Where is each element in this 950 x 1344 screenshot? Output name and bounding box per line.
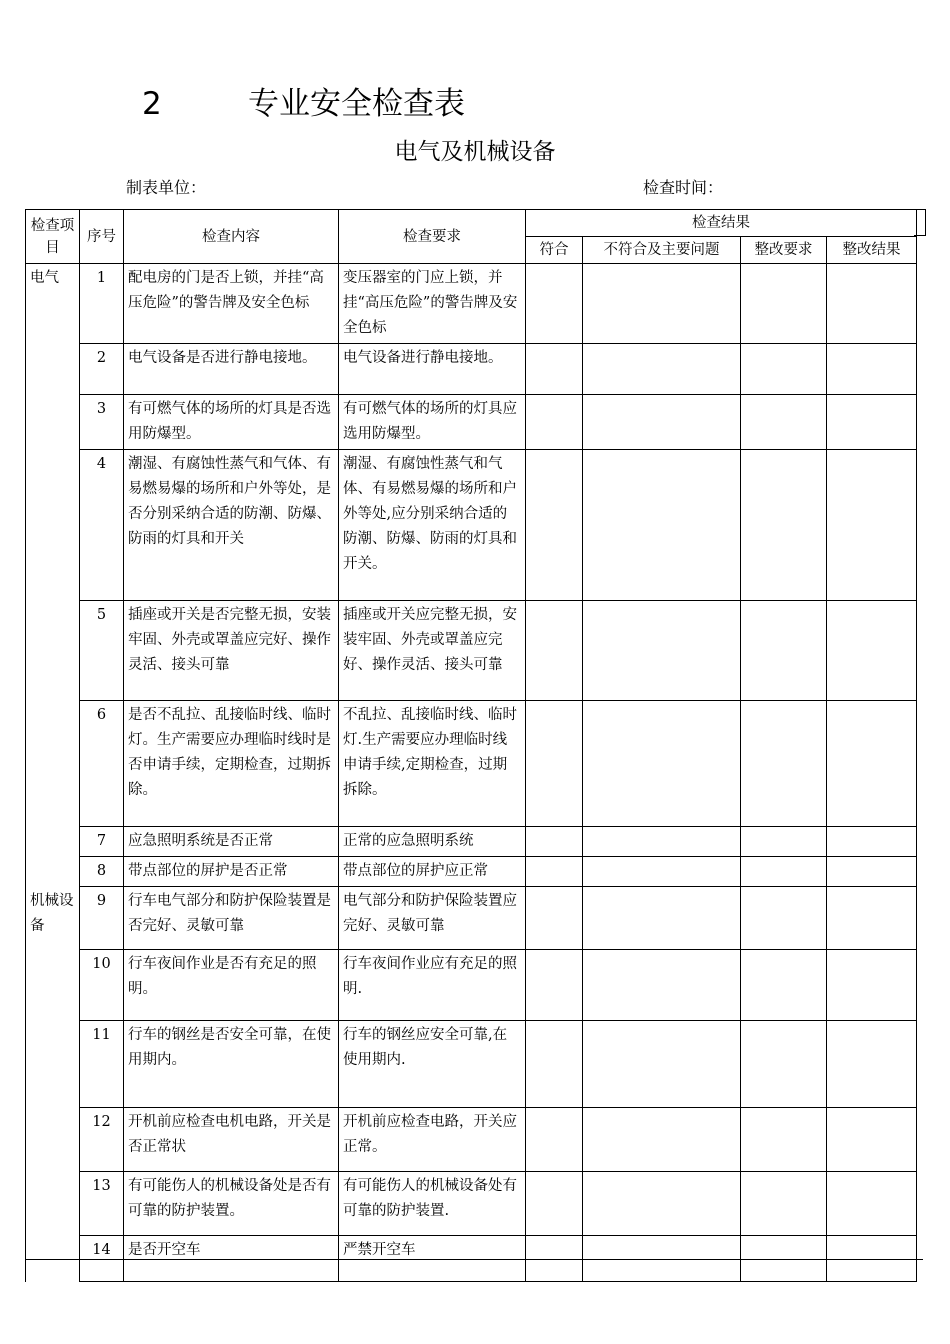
time-label: 检查时间： <box>643 178 724 197</box>
category-machinery: 机械设备 <box>26 887 80 1282</box>
row-requirement: 行车夜间作业应有充足的照明. <box>339 950 526 1021</box>
cell-nonconform[interactable] <box>583 395 741 450</box>
cell-rectify-result[interactable] <box>827 450 917 601</box>
cell-rectify-result[interactable] <box>827 601 917 701</box>
row-content: 行车电气部分和防护保险装置是否完好、灵敏可靠 <box>124 887 339 950</box>
cell-conform[interactable] <box>526 601 583 701</box>
row-number: 1 <box>80 264 124 344</box>
cell-nonconform[interactable] <box>583 601 741 701</box>
row-requirement: 不乱拉、乱接临时线、临时灯.生产需要应办理临时线申请手续,定期检查，过期拆除。 <box>339 701 526 827</box>
cell-rectify-req[interactable] <box>741 344 827 395</box>
cell-rectify-req[interactable] <box>741 701 827 827</box>
row-number: 13 <box>80 1172 124 1236</box>
row-requirement: 带点部位的屏护应正常 <box>339 857 526 887</box>
cell-conform[interactable] <box>526 701 583 827</box>
cell-rectify-req[interactable] <box>741 1021 827 1108</box>
header-requirement: 检查要求 <box>339 210 526 264</box>
cell-nonconform[interactable] <box>583 1108 741 1172</box>
cell-rectify-result[interactable] <box>827 1172 917 1236</box>
cell-nonconform[interactable] <box>583 1021 741 1108</box>
cell-conform[interactable] <box>526 395 583 450</box>
row-number: 4 <box>80 450 124 601</box>
row-number: 7 <box>80 827 124 857</box>
row-number: 12 <box>80 1108 124 1172</box>
row-requirement: 变压器室的门应上锁，并挂“高压危险”的警告牌及安全色标 <box>339 264 526 344</box>
header-category: 检查项目 <box>26 210 80 264</box>
table-bottom-border <box>25 1259 923 1260</box>
row-content: 有可燃气体的场所的灯具是否选用防爆型。 <box>124 395 339 450</box>
cell-conform[interactable] <box>526 450 583 601</box>
cell-conform[interactable] <box>526 344 583 395</box>
row-content: 开机前应检查电机电路，开关是否正常状 <box>124 1108 339 1172</box>
row-requirement: 开机前应检查电路，开关应正常。 <box>339 1108 526 1172</box>
row-number: 2 <box>80 344 124 395</box>
table-row <box>26 1021 917 1108</box>
row-number: 9 <box>80 887 124 950</box>
row-content: 行车的钢丝是否安全可靠，在使用期内。 <box>124 1021 339 1108</box>
table-row <box>26 601 917 701</box>
header-rectify-req: 整改要求 <box>741 237 827 264</box>
header-seq: 序号 <box>80 210 124 264</box>
cell-rectify-req[interactable] <box>741 1172 827 1236</box>
header-rectify-result: 整改结果 <box>827 237 917 264</box>
cell-nonconform[interactable] <box>583 264 741 344</box>
cell-rectify-result[interactable] <box>827 701 917 827</box>
page-heading <box>142 78 465 123</box>
inspection-table <box>25 209 917 1282</box>
cell-nonconform[interactable] <box>583 344 741 395</box>
row-requirement: 有可能伤人的机械设备处有可靠的防护装置. <box>339 1172 526 1236</box>
row-requirement: 潮湿、有腐蚀性蒸气和气体、有易燃易爆的场所和户外等处,应分别采纳合适的防潮、防爆、防雨的灯具和开关。 <box>339 450 526 601</box>
cell-nonconform[interactable] <box>583 950 741 1021</box>
cell-rectify-req[interactable] <box>741 887 827 950</box>
row-content: 是否开空车 <box>124 1236 339 1282</box>
row-number: 14 <box>80 1236 124 1282</box>
cell-conform[interactable] <box>526 1108 583 1172</box>
cell-rectify-result[interactable] <box>827 344 917 395</box>
row-content: 电气设备是否进行静电接地。 <box>124 344 339 395</box>
row-requirement: 行车的钢丝应安全可靠,在使用期内. <box>339 1021 526 1108</box>
table-row <box>26 1172 917 1236</box>
cell-rectify-result[interactable] <box>827 950 917 1021</box>
table-row <box>26 344 917 395</box>
row-requirement: 插座或开关应完整无损，安装牢固、外壳或罩盖应完好、操作灵活、接头可靠 <box>339 601 526 701</box>
row-number: 11 <box>80 1021 124 1108</box>
cell-rectify-req[interactable] <box>741 601 827 701</box>
row-number: 5 <box>80 601 124 701</box>
row-content: 配电房的门是否上锁，并挂“高压危险”的警告牌及安全色标 <box>124 264 339 344</box>
page-subtitle: 电气及机械设备 <box>394 139 556 165</box>
cell-nonconform[interactable] <box>583 701 741 827</box>
cell-rectify-result[interactable] <box>827 1108 917 1172</box>
cell-rectify-req[interactable] <box>741 264 827 344</box>
table-row <box>26 450 917 601</box>
row-content: 行车夜间作业是否有充足的照明。 <box>124 950 339 1021</box>
header-row <box>26 210 917 237</box>
row-requirement: 严禁开空车 <box>339 1236 526 1282</box>
table-row <box>26 1108 917 1172</box>
cell-nonconform[interactable] <box>583 1172 741 1236</box>
cell-conform[interactable] <box>526 887 583 950</box>
row-requirement: 电气设备进行静电接地。 <box>339 344 526 395</box>
row-number: 6 <box>80 701 124 827</box>
cell-rectify-result[interactable] <box>827 1021 917 1108</box>
cell-conform[interactable] <box>526 827 583 857</box>
cell-rectify-req[interactable] <box>741 395 827 450</box>
cell-conform[interactable] <box>526 950 583 1021</box>
row-content: 插座或开关是否完整无损，安装牢固、外壳或罩盖应完好、操作灵活、接头可靠 <box>124 601 339 701</box>
cell-rectify-result[interactable] <box>827 827 917 857</box>
header-conform: 符合 <box>526 237 583 264</box>
row-content: 有可能伤人的机械设备处是否有可靠的防护装置。 <box>124 1172 339 1236</box>
row-requirement: 有可燃气体的场所的灯具应选用防爆型。 <box>339 395 526 450</box>
row-number: 3 <box>80 395 124 450</box>
cell-conform[interactable] <box>526 857 583 887</box>
cell-nonconform[interactable] <box>583 887 741 950</box>
table-row <box>26 857 917 887</box>
cell-conform[interactable] <box>526 1172 583 1236</box>
header-content: 检查内容 <box>124 210 339 264</box>
cell-rectify-result[interactable] <box>827 857 917 887</box>
cell-rectify-req[interactable] <box>741 950 827 1021</box>
table-row <box>26 887 917 950</box>
row-number: 8 <box>80 857 124 887</box>
cell-conform[interactable] <box>526 1021 583 1108</box>
heading-title: 专业安全检查表 <box>248 86 465 122</box>
table-row <box>26 395 917 450</box>
cell-nonconform[interactable] <box>583 827 741 857</box>
table-row <box>26 701 917 827</box>
table-row <box>26 950 917 1021</box>
row-requirement: 正常的应急照明系统 <box>339 827 526 857</box>
cell-rectify-result[interactable] <box>827 395 917 450</box>
header-results: 检查结果 <box>526 210 917 237</box>
cell-nonconform[interactable] <box>583 450 741 601</box>
cell-rectify-req[interactable] <box>741 1108 827 1172</box>
cell-rectify-req[interactable] <box>741 450 827 601</box>
unit-label: 制表单位： <box>126 178 207 197</box>
cell-rectify-result[interactable] <box>827 264 917 344</box>
heading-number: 2 <box>142 86 162 122</box>
row-number: 10 <box>80 950 124 1021</box>
table-row <box>26 264 917 344</box>
header-nonconform: 不符合及主要问题 <box>583 237 741 264</box>
table-row <box>26 827 917 857</box>
cell-rectify-req[interactable] <box>741 827 827 857</box>
cell-rectify-result[interactable] <box>827 887 917 950</box>
row-content: 带点部位的屏护是否正常 <box>124 857 339 887</box>
cell-conform[interactable] <box>526 264 583 344</box>
row-content: 潮湿、有腐蚀性蒸气和气体、有易燃易爆的场所和户外等处，是否分别采纳合适的防潮、防爆、防雨的灯具和开关 <box>124 450 339 601</box>
category-electrical: 电气 <box>26 264 80 887</box>
row-content: 应急照明系统是否正常 <box>124 827 339 857</box>
cell-nonconform[interactable] <box>583 857 741 887</box>
row-requirement: 电气部分和防护保险装置应完好、灵敏可靠 <box>339 887 526 950</box>
cell-rectify-req[interactable] <box>741 857 827 887</box>
row-content: 是否不乱拉、乱接临时线、临时灯。生产需要应办理临时线时是否申请手续，定期检查，过期拆除。 <box>124 701 339 827</box>
